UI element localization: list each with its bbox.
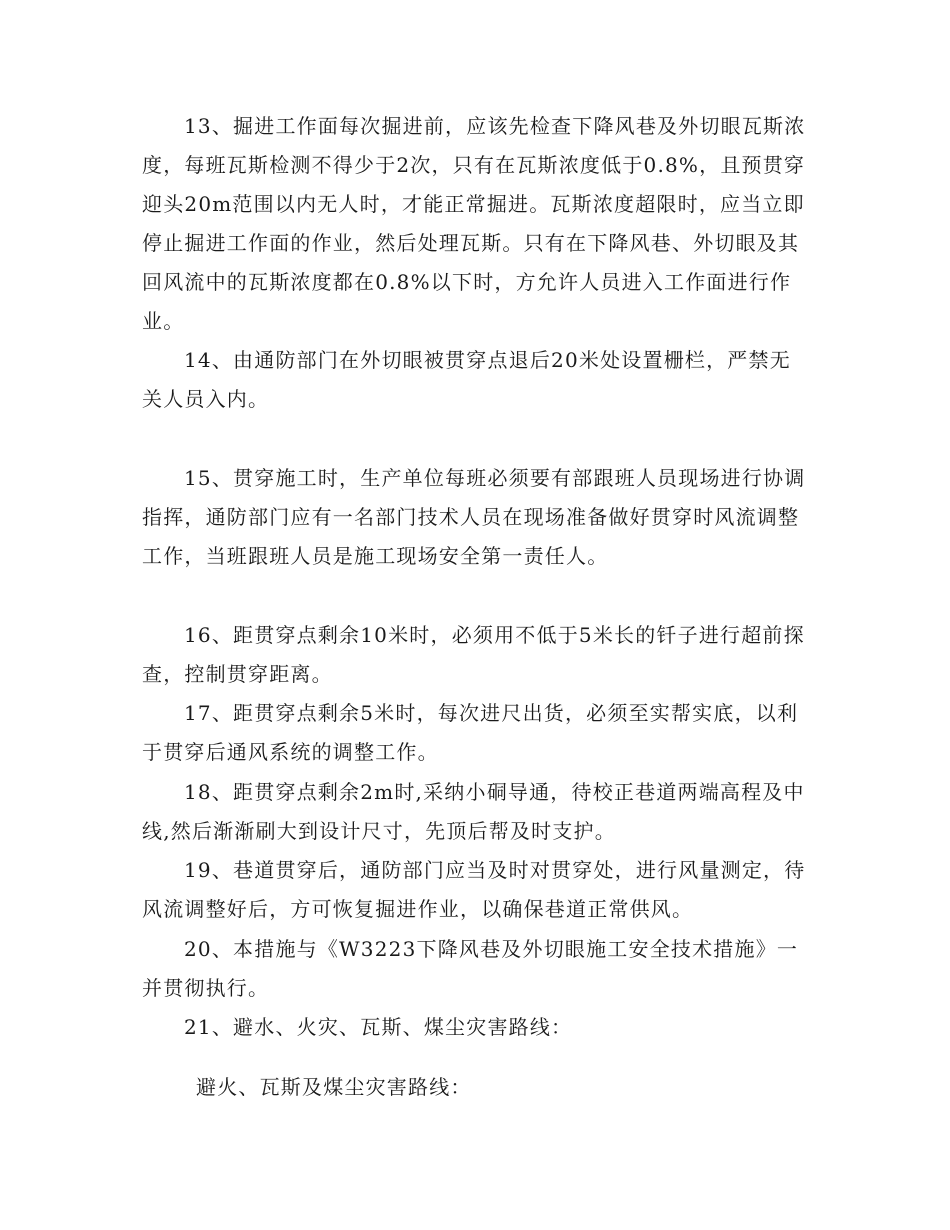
- paragraph-18: 18、距贯穿点剩余2m时,采纳小硐导通，待校正巷道两端高程及中线,然后渐渐刷大到设计尺寸，先顶后帮及时支护。: [142, 780, 805, 843]
- paragraph-evacuation-route: 避火、瓦斯及煤尘灾害路线：: [196, 1075, 472, 1099]
- paragraph-15: 15、贯穿施工时，生产单位每班必须要有部跟班人员现场进行协调指挥，通防部门应有一名部门技术人员在现场准备做好贯穿时风流调整工作，当班跟班人员是施工现场安全第一责任人。: [142, 466, 806, 568]
- paragraph-14: 14、由通防部门在外切眼被贯穿点退后20米处设置栅栏，严禁无关人员入内。: [142, 348, 791, 411]
- paragraph-17: 17、距贯穿点剩余5米时，每次进尺出货，必须至实帮实底，以利于贯穿后通风系统的调整工作。: [142, 701, 799, 764]
- paragraph-19: 19、巷道贯穿后，通防部门应当及时对贯穿处，进行风量测定，待风流调整好后，方可恢复掘进作业，以确保巷道正常供风。: [142, 858, 806, 921]
- paragraph-13: 13、掘进工作面每次掘进前，应该先检查下降风巷及外切眼瓦斯浓度，每班瓦斯检测不得少于2次，只有在瓦斯浓度低于0.8%，且预贯穿迎头20m范围以内无人时，才能正常掘进。瓦斯浓度超限时，应当立即停止掘进工作面的作业，然后处理瓦斯。只有在下降风巷、外切眼及其回风流中的瓦斯浓度都在0.8%以下时，方允许人员进入工作面进行作业。: [142, 114, 806, 333]
- paragraph-16: 16、距贯穿点剩余10米时，必须用不低于5米长的钎子进行超前探查，控制贯穿距离。: [142, 623, 805, 686]
- paragraph-21: 21、避水、火灾、瓦斯、煤尘灾害路线：: [184, 1015, 573, 1039]
- paragraph-20: 20、本措施与《W3223下降风巷及外切眼施工安全技术措施》一并贯彻执行。: [142, 937, 799, 1000]
